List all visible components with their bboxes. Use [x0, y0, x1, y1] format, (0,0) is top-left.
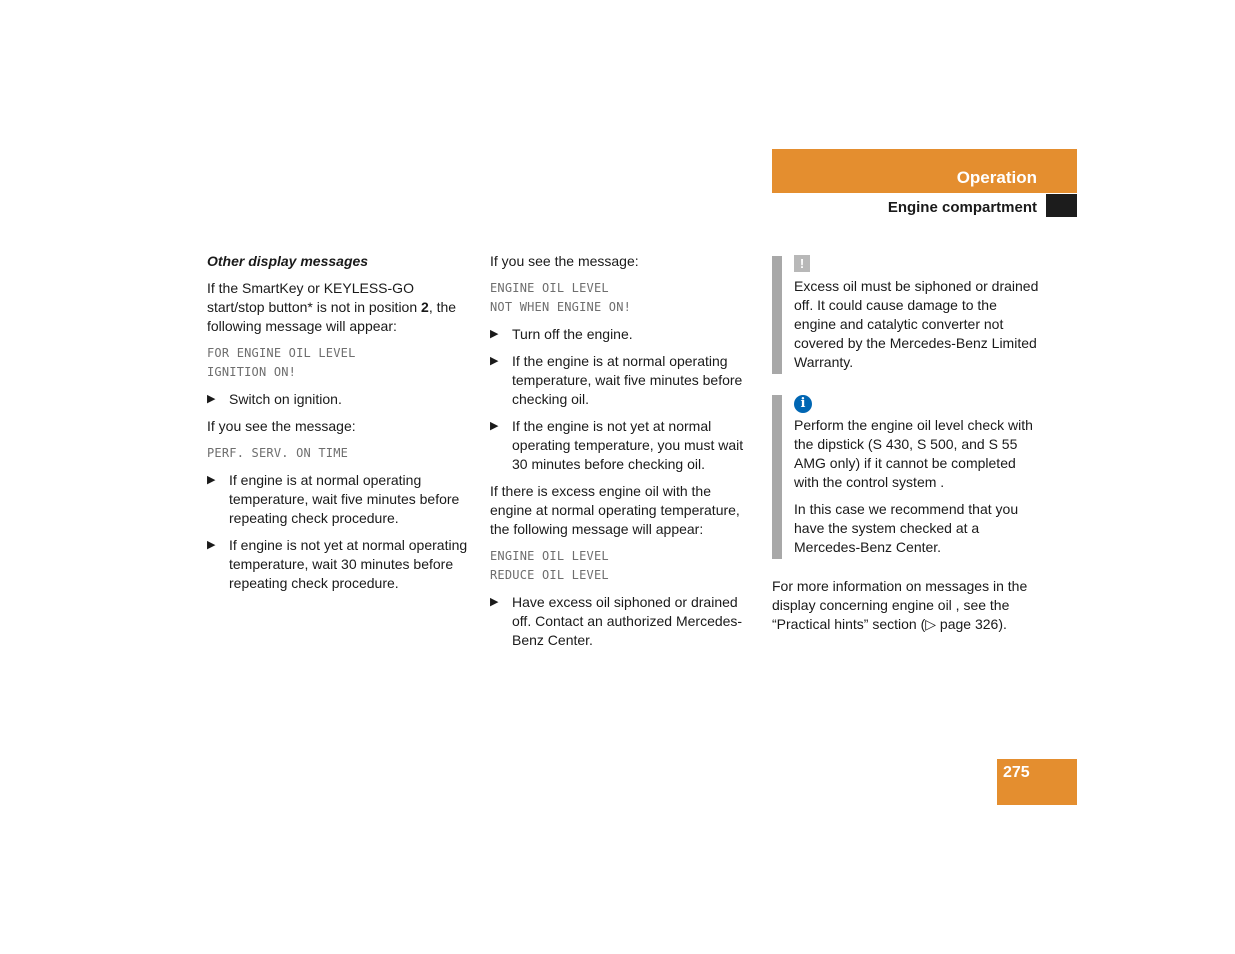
info-note: [794, 393, 1040, 565]
list-item: [207, 536, 472, 593]
list-item-text: Have excess oil siphoned or drained off. Contact an authorized Mercedes-Benz Center.: [512, 594, 743, 648]
display-message: [207, 344, 472, 382]
list-item-text: Switch on ignition.: [229, 391, 342, 407]
list-item: [490, 593, 756, 650]
warning-note: [794, 254, 1040, 380]
position-number: 2: [421, 299, 429, 315]
display-message: [490, 279, 756, 317]
triangle-right-icon: ▶: [207, 474, 216, 486]
warning-text: Excess oil must be siphoned or drained off. It could cause damage to the engine and catalytic converter not covered by the Mercedes-Benz Limited Warranty.: [794, 278, 1039, 370]
warning-sidebar: [772, 256, 782, 374]
triangle-right-icon: ▶: [490, 328, 499, 340]
more-info-text: For more information on messages in the display concerning engine oil , see the “Practical hints” section (▷ page 326).: [772, 578, 1028, 632]
triangle-right-icon: ▶: [490, 596, 499, 608]
intro-text-1: If the SmartKey or KEYLESS-GO start/stop button* is not in position: [207, 280, 422, 315]
page-number: 275: [1003, 764, 1030, 781]
other-display-messages-heading: Other display messages: [207, 253, 369, 269]
more-info-paragraph: [772, 577, 1040, 642]
list-item: [207, 471, 472, 528]
column-1: [207, 252, 472, 601]
display-message-line: REDUCE OIL LEVEL: [490, 568, 609, 582]
column-2: [490, 252, 756, 658]
list-item-text: If engine is not yet at normal operating temperature, wait 30 minutes before repeating check procedure.: [229, 537, 468, 591]
display-message-line: FOR ENGINE OIL LEVEL: [207, 346, 356, 360]
list-item-text: If the engine is not yet at normal operating temperature, you must wait 30 minutes before checking oil.: [512, 418, 744, 472]
info-text: In this case we recommend that you have the system checked at a Mercedes-Benz Center.: [794, 501, 1019, 555]
list-item: [490, 352, 756, 409]
triangle-right-icon: ▶: [490, 420, 499, 432]
list-item-text: If the engine is at normal operating temperature, wait five minutes before checking oil.: [512, 353, 743, 407]
display-message-line: ENGINE OIL LEVEL: [490, 549, 609, 563]
display-message-line: PERF. SERV. ON TIME: [207, 446, 349, 460]
excess-oil-intro: If there is excess engine oil with the engine at normal operating temperature, the following message will appear:: [490, 483, 740, 537]
list-item: [490, 325, 756, 344]
warning-icon: !: [794, 255, 810, 272]
display-message-line: ENGINE OIL LEVEL: [490, 281, 609, 295]
list-item: [207, 390, 472, 409]
intro-text-2: , the following message will appear:: [207, 299, 457, 334]
section-title: Operation: [956, 168, 1037, 187]
intro-paragraph: [207, 279, 472, 336]
display-message: [207, 444, 472, 463]
subsection-marker: [1046, 194, 1077, 217]
triangle-right-icon: ▶: [490, 355, 499, 367]
list-item: [490, 417, 756, 474]
list-item-text: Turn off the engine.: [512, 326, 633, 342]
display-message-line: NOT WHEN ENGINE ON!: [490, 300, 632, 314]
triangle-right-icon: ▶: [207, 539, 216, 551]
info-sidebar: [772, 395, 782, 559]
display-message: [490, 547, 756, 585]
page-number-box: [997, 759, 1077, 805]
list-item-text: If engine is at normal operating temperature, wait five minutes before repeating check procedure.: [229, 472, 460, 526]
info-text: Perform the engine oil level check with the dipstick (S 430, S 500, and S 55 AMG only) if it cannot be completed with the control system .: [794, 417, 1033, 490]
triangle-right-icon: ▶: [207, 393, 216, 405]
display-message-line: IGNITION ON!: [207, 365, 297, 379]
section-header-bar: [772, 149, 1077, 193]
see-message-text: If you see the message:: [490, 253, 639, 269]
see-message-text: If you see the message:: [207, 418, 356, 434]
info-icon: i: [794, 395, 812, 413]
subsection-title: Engine compartment: [887, 199, 1037, 216]
